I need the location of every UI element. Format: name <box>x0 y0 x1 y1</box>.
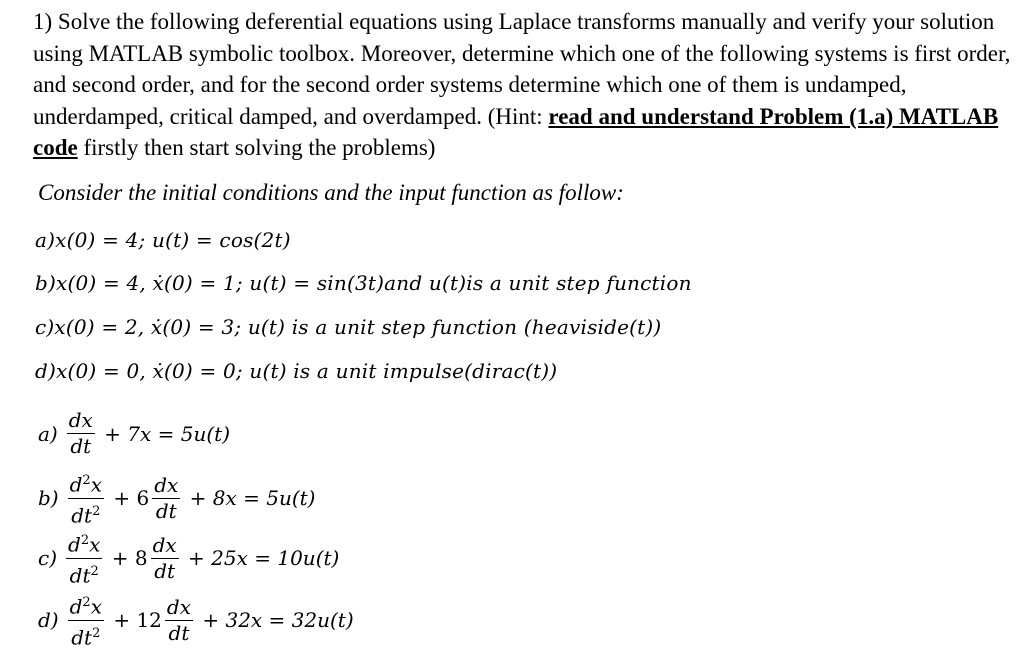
denominator <box>70 559 99 589</box>
numerator: dx <box>166 594 191 619</box>
fraction <box>66 528 102 588</box>
sup: 2 <box>82 473 91 488</box>
fraction <box>151 533 179 584</box>
coefficient: + 6 <box>106 486 150 511</box>
equation-rest: + 8x = 5u(t) <box>183 486 316 511</box>
equation-rest: + 7x = 5u(t) <box>97 421 231 446</box>
x: x <box>90 594 102 619</box>
equation-label: b) <box>38 486 59 511</box>
equation-c <box>38 528 339 588</box>
numerator: dx <box>152 532 177 557</box>
intro-text: 1) Solve the following deferential equations using Laplace transforms manually and verify your solution using MATLAB symbolic toolbox. Moreover, determine which one of the following systems is first order, and second order, and for the second order systems determine which one of them is undamped, underdamped, critical damped, and overdamped. (Hint: <box>33 9 1011 129</box>
initial-condition-a: a)x(0) = 4; u(t) = cos(2t) <box>35 228 291 252</box>
fraction <box>68 590 104 650</box>
equation-label: a) <box>38 421 58 446</box>
fraction <box>152 473 180 524</box>
denominator <box>71 621 100 651</box>
consider-heading: Consider the initial conditions and the input function as follow: <box>38 180 624 205</box>
d: d <box>69 594 83 619</box>
equation-b <box>38 468 315 528</box>
d: d <box>68 532 81 557</box>
sup: 2 <box>80 533 90 548</box>
equation-label: d) <box>38 608 59 633</box>
coefficient: + 8 <box>105 546 148 571</box>
problem-statement <box>33 6 1023 164</box>
initial-condition-c: c)x(0) = 2, ẋ(0) = 3; u(t) is a unit step function (heaviside(t)) <box>35 315 662 339</box>
dt: dt <box>71 503 93 528</box>
dt: dt <box>71 625 93 650</box>
denominator: dt <box>154 558 176 583</box>
hint-link[interactable]: read and understand Problem (1.a) MATLAB code <box>33 103 999 160</box>
fraction <box>165 595 193 646</box>
equation-rest: + 25x = 10u(t) <box>181 546 340 571</box>
numerator <box>68 590 104 621</box>
sup: 2 <box>92 503 101 519</box>
denominator: dt <box>70 434 92 458</box>
equation-label: c) <box>38 546 58 571</box>
numerator <box>68 468 104 499</box>
equation-a <box>38 408 230 459</box>
d: d <box>69 472 83 497</box>
equation-d <box>38 590 354 650</box>
sup: 2 <box>92 625 101 641</box>
numerator: dx <box>68 408 93 432</box>
numerator: dx <box>154 472 179 497</box>
initial-condition-b: b)x(0) = 4, ẋ(0) = 1; u(t) = sin(3t)and u(t)is a unit step function <box>35 271 692 295</box>
denominator <box>71 499 100 529</box>
equation-rest: + 32x = 32u(t) <box>196 608 354 633</box>
x: x <box>89 532 101 557</box>
outro-text: firstly then start solving the problems) <box>77 135 436 160</box>
x: x <box>90 472 102 497</box>
sup: 2 <box>82 595 91 610</box>
dt: dt <box>69 563 91 588</box>
denominator: dt <box>155 498 177 523</box>
numerator <box>66 528 102 559</box>
coefficient: + 12 <box>106 608 162 633</box>
fraction <box>67 408 95 459</box>
denominator: dt <box>168 620 190 645</box>
fraction <box>68 468 104 528</box>
initial-condition-d: d)x(0) = 0, ẋ(0) = 0; u(t) is a unit impulse(dirac(t)) <box>35 359 558 383</box>
sup: 2 <box>90 563 99 579</box>
